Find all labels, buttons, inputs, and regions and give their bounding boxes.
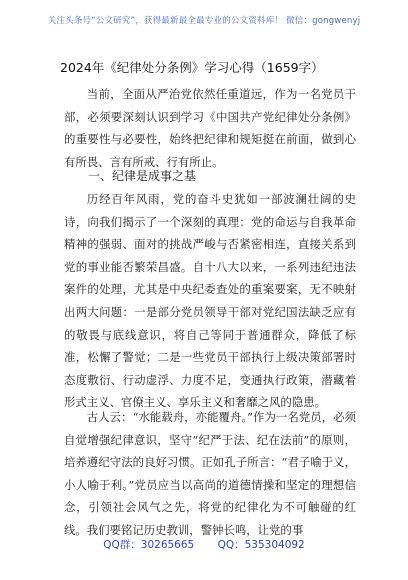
section1-block	[64, 180, 356, 414]
document-title: 2024年《纪律处分条例》学习心得（1659字）	[60, 60, 324, 75]
body-paragraph: 历经百年风雨，党的奋斗史犹如一部波澜壮阔的史诗，向我们揭示了一个深刻的真理：党的命运与自我革命精神的强弱、面对的挑战严峻与否紧密相连，直接关系到党的事业能否繁荣昌盛。自十八大以来，一系列违纪违法案件的处理，尤其是中央纪委查处的重案要案，无不映射出两大问题：一是部分党员领导干部对党纪国法缺乏应有的敬畏与底线意识，将自己等同于普通群众，降低了标准，松懈了警觉；二是一些党员干部执行上级决策部署时态度敷衍、行动虚浮、力度不足，变通执行政策，潜藏着形式主义、官僚主义、享乐主义和奢靡之风的隐患。	[64, 192, 356, 410]
intro-block	[64, 83, 356, 173]
qq-contact-text: QQ：535304092	[217, 539, 305, 551]
qq-group-text: QQ群：30265665	[103, 539, 195, 551]
header-banner: 关注头条号“公文研究”，获得最新最全最专业的公文资料库！ 微信：gongwenyj	[47, 16, 361, 26]
intro-paragraph: 当前，全面从严治党依然任重道远，作为一名党员干部，必须要深刻认识到学习《中国共产党纪律处分条例》的重要性与必要性，始终把纪律和规矩挺在前面，做到心有所畏、言有所戒、行有所止。	[64, 87, 356, 169]
section-heading: 一、纪律是成事之基	[88, 169, 197, 183]
body-paragraph: 古人云：“水能载舟，亦能覆舟。”作为一名党员，必须自觉增强纪律意识，坚守“纪严于法、纪在法前”的原则，培养遵纪守法的良好习惯。正如孔子所言：“君子喻于义，小人喻于利。”党员应当以高尚的道德情操和坚定的理想信念，引领社会风气之先，将党的纪律化为不可触碰的红线。我们要铭记历史教训，警钟长鸣，让党的事	[64, 410, 356, 537]
section1-block-2	[64, 406, 356, 542]
footer-contact	[0, 537, 408, 552]
